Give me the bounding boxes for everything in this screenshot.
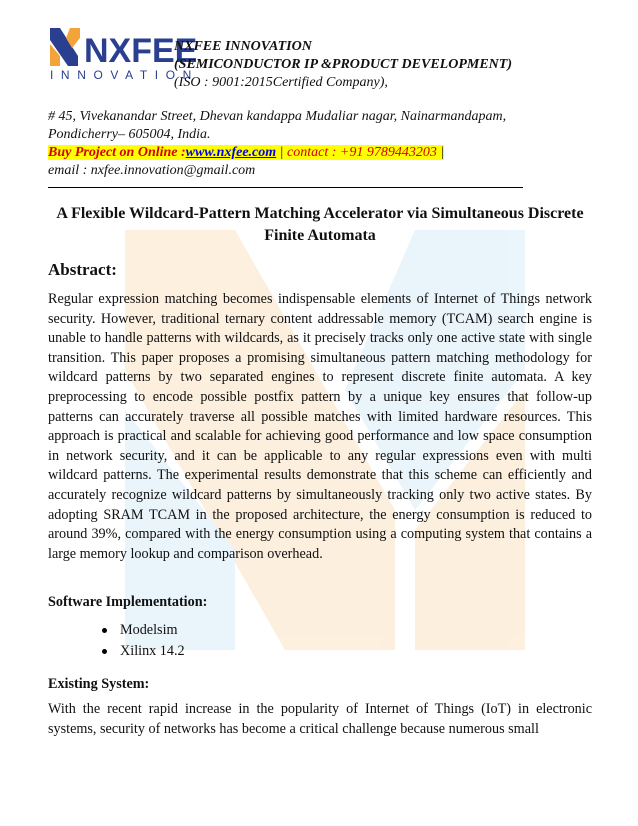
contact-phone: contact : +91 9789443203	[287, 145, 437, 160]
company-certification: (ISO : 9001:2015Certified Company),	[174, 75, 388, 90]
bullet-icon	[102, 628, 107, 633]
existing-system-heading: Existing System:	[48, 676, 150, 692]
contact-line	[48, 144, 608, 162]
address-line-1: # 45, Vivekanandar Street, Dhevan kandappa Mudaliar nagar, Nainarmandapam,	[48, 109, 507, 124]
address-line-2: Pondicherry– 605004, India.	[48, 127, 211, 142]
company-block	[174, 38, 512, 92]
software-list	[102, 620, 185, 662]
website-link[interactable]: www.nxfee.com	[185, 145, 277, 160]
address-block	[48, 108, 608, 180]
list-item: Xilinx 14.2	[102, 641, 185, 662]
abstract-heading: Abstract:	[48, 260, 117, 279]
company-name: NXFEE INNOVATION	[174, 39, 312, 54]
logo-wordmark: NXFEE	[84, 32, 198, 70]
abstract-text: Regular expression matching becomes indispensable elements of Internet of Things network security. However, traditional ternary content addressable memory (TCAM) search engine is unable to handle patterns with wildcards, as it precisely tracks only one active state with single transition. This paper proposes a promising simultaneous pattern matching methodology for wildcard patterns by two separated engines to represent discrete finite automata. A key preprocessing to encode possible postfix pattern by a unique key ensures that follow-up patterns can accurately traverse all possible matches with limited hardware resources. This approach is practical and scalable for achieving good performance and low space consumption in network security, and it can be applicable to any regular expressions even with multi wildcard patterns. The experimental results demonstrate that this scheme can efficiently and accurately recognize wildcard patterns by simultaneously tracking only two active states. By adopting SRAM TCAM in the proposed architecture, the energy consumption is reduced to around 39%, compared with the energy consumption using a computing system that contains a large memory lookup and comparison overhead.	[48, 291, 592, 562]
bullet-icon	[102, 649, 107, 654]
buy-label: Buy Project on Online :	[48, 145, 186, 160]
paper-title: A Flexible Wildcard-Pattern Matching Accelerator via Simultaneous Discrete Finite Automata	[56, 205, 584, 244]
list-item: Modelsim	[102, 620, 185, 641]
company-tagline: (SEMICONDUCTOR IP &PRODUCT DEVELOPMENT)	[174, 57, 512, 72]
email-line: email : nxfee.innovation@gmail.com	[48, 163, 256, 178]
software-heading: Software Implementation:	[48, 594, 208, 610]
header-divider	[48, 187, 523, 188]
separator: |	[276, 145, 288, 160]
separator-end: |	[436, 145, 445, 160]
existing-system-text: With the recent rapid increase in the popularity of Internet of Things (IoT) in electronic systems, security of networks has become a critical challenge because numerous small	[48, 701, 592, 737]
logo-tagline: INNOVATION	[50, 68, 199, 82]
